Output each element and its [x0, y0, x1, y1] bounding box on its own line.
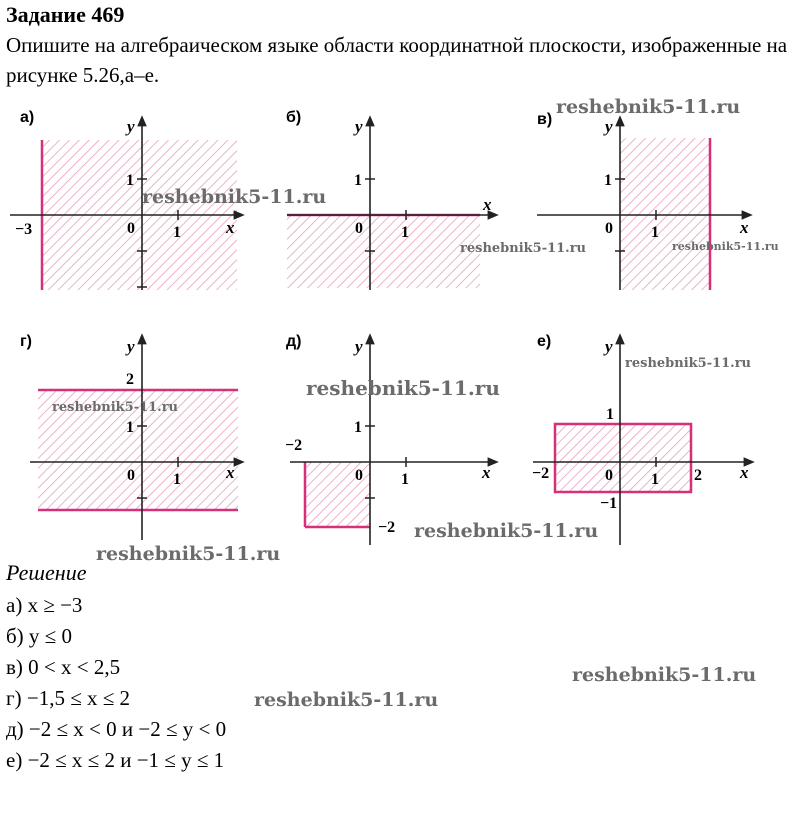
figure-b-region	[287, 215, 480, 288]
figure-b-letter: б)	[286, 109, 302, 126]
answer-d: г) −1,5 ≤ x ≤ 2	[6, 686, 131, 710]
figure-c-letter: в)	[537, 111, 553, 128]
figure-a-x-label: x	[226, 218, 235, 237]
answer-f: е) −2 ≤ x ≤ 2 и −1 ≤ y ≤ 1	[6, 748, 225, 772]
figure-f-bottom-label: −1	[600, 495, 618, 512]
answer-c: в) 0 < x < 2,5	[6, 655, 121, 679]
figure-f-letter: е)	[537, 333, 552, 350]
figure-c-y-label: y	[605, 117, 613, 136]
figure-a-x-tick-label: 1	[173, 224, 181, 241]
figure-c-y-tick-label: 1	[604, 172, 612, 189]
watermark: reshebnik5-11.ru	[572, 664, 757, 686]
watermark: reshebnik5-11.ru	[254, 689, 439, 711]
watermark: reshebnik5-11.ru	[306, 376, 500, 400]
task-text: Опишите на алгебраическом языке области координатной плоскости, изображенные на рисунке 5.26,а–е.	[6, 33, 788, 87]
figures-area	[0, 100, 811, 560]
figure-c-x-label: x	[740, 218, 749, 237]
watermark: reshebnik5-11.ru	[556, 96, 741, 118]
figure-e-y-label: y	[355, 337, 363, 356]
figure-b-origin-label: 0	[355, 220, 363, 237]
watermark: reshebnik5-11.ru	[142, 186, 327, 208]
figure-b-x-tick-label: 1	[401, 224, 409, 241]
figure-e-x-tick-label: 1	[401, 471, 409, 488]
figure-a-y-label: y	[127, 117, 135, 136]
figure-f-right-label: 2	[694, 467, 702, 484]
figure-a-letter: а)	[20, 109, 35, 126]
task-title: Задание 469	[6, 2, 125, 27]
figure-f-left-label: −2	[532, 465, 550, 482]
solution-title: Решение	[6, 560, 87, 585]
figure-e-y-tick-label: 1	[354, 419, 362, 436]
figure-a-boundary-label: −3	[15, 221, 33, 238]
figure-e-y-boundary-label: −2	[378, 519, 396, 536]
figure-d-y-tick-label: 1	[126, 419, 134, 436]
figure-b-y-tick-label: 1	[354, 172, 362, 189]
figure-b-y-label: y	[355, 117, 363, 136]
figure-d-letter: г)	[20, 333, 32, 350]
answer-list	[6, 590, 226, 776]
answer-e: д) −2 ≤ x < 0 и −2 ≤ y < 0	[6, 717, 227, 741]
figure-d-x-label: x	[226, 463, 235, 482]
watermark: reshebnik5-11.ru	[414, 520, 599, 542]
answer-a: а) x ≥ −3	[6, 593, 83, 617]
figure-f-x-tick-label: 1	[651, 471, 659, 488]
watermark: reshebnik5-11.ru	[625, 356, 752, 371]
figure-d-x-tick-label: 1	[173, 471, 181, 488]
watermark: reshebnik5-11.ru	[460, 241, 587, 256]
figure-e-x-label: x	[482, 463, 491, 482]
figure-a-y-tick-label: 1	[126, 172, 134, 189]
figure-d-y-label: y	[127, 337, 135, 356]
figure-f-origin-label: 0	[605, 467, 613, 484]
figure-f-region	[555, 424, 691, 492]
watermark: reshebnik5-11.ru	[96, 543, 281, 565]
figure-c-origin-label: 0	[605, 220, 613, 237]
figure-d-origin-label: 0	[127, 467, 135, 484]
figure-f-y-tick-label: 1	[606, 406, 614, 423]
figure-c	[537, 111, 749, 290]
answer-b: б) y ≤ 0	[6, 624, 72, 648]
figure-b-x-label: x	[483, 195, 492, 214]
figure-c-region	[620, 138, 710, 290]
figure-e-origin-label: 0	[355, 467, 363, 484]
figure-e	[285, 333, 494, 545]
figure-f-x-label: x	[740, 463, 749, 482]
figure-c-x-tick-label: 1	[651, 224, 659, 241]
watermark: reshebnik5-11.ru	[672, 240, 779, 253]
figure-e-x-boundary-label: −2	[285, 437, 303, 454]
watermark: reshebnik5-11.ru	[52, 400, 179, 415]
figure-d-top-label: 2	[126, 371, 134, 388]
figure-a-origin-label: 0	[127, 220, 135, 237]
figure-d	[20, 333, 240, 540]
figure-e-letter: д)	[286, 333, 302, 350]
figure-f-y-label: y	[605, 337, 613, 356]
